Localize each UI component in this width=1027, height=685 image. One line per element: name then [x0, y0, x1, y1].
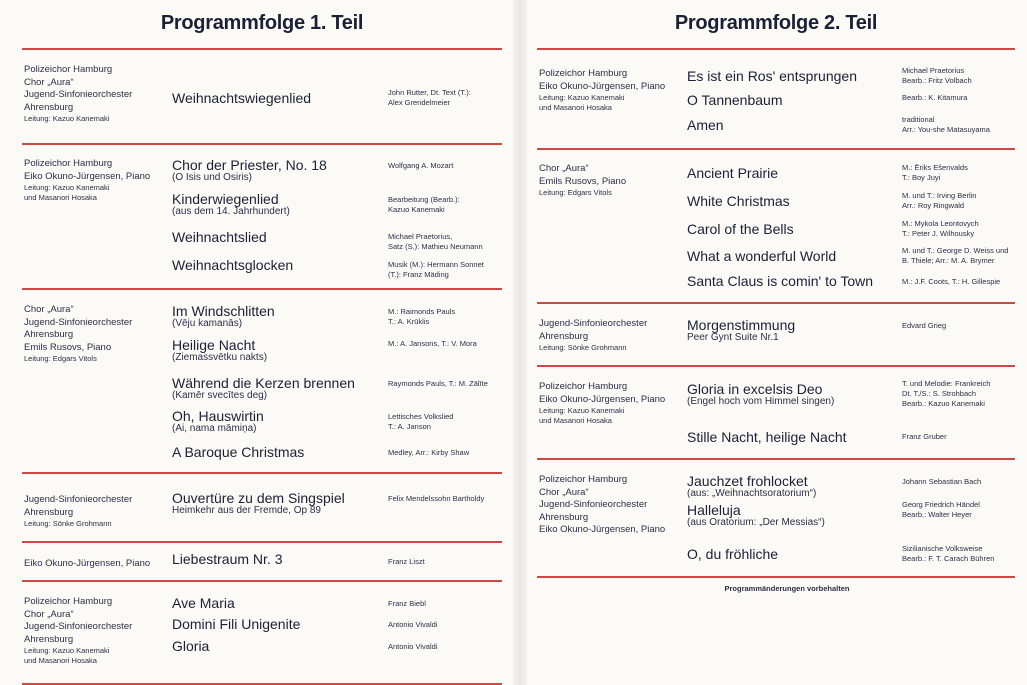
performer-line: Eiko Okuno-Jürgensen, Piano	[539, 393, 666, 405]
performer-line: Polizeichor Hamburg	[24, 64, 113, 75]
composer-line: John Rutter, Dt. Text (T.):	[388, 88, 471, 97]
composer-line: T.: Boy Juyi	[902, 173, 941, 182]
composer-line: T.: A. Janson	[388, 422, 431, 431]
composer-credit	[902, 219, 979, 239]
piece-title: Kinderwiegenlied	[172, 191, 279, 207]
conductor-line: Leitung: Kazuo Kanemaki	[24, 183, 110, 192]
piece-title: Ave Maria	[172, 595, 235, 611]
piece-title: Domini Fili Unigenite	[172, 616, 301, 632]
conductor-line: und Masanori Hosaka	[24, 193, 97, 202]
section-divider	[22, 143, 502, 145]
composer-credit	[902, 115, 990, 135]
program-change-note: Programmänderungen vorbehalten	[724, 584, 850, 593]
composer-credit	[388, 557, 425, 567]
piece-title: Amen	[687, 117, 724, 133]
section-divider	[537, 148, 1015, 150]
piece-title: Gloria in excelsis Deo	[687, 381, 823, 397]
composer-line: Medley, Arr.: Kirby Shaw	[388, 448, 470, 457]
piece-subtitle: (Ai, nama māmiņa)	[172, 423, 257, 434]
conductor-line: Leitung: Kazuo Kanemaki	[24, 114, 110, 123]
composer-credit	[388, 260, 484, 280]
composer-credit	[902, 246, 1008, 266]
piece-subtitle: (aus dem 14. Jahrhundert)	[172, 206, 290, 217]
conductor-line: Leitung: Sönke Grohmann	[24, 519, 112, 528]
composer-line: Bearb.: K. Kitamura	[902, 93, 968, 102]
piece-title: O Tannenbaum	[687, 92, 783, 108]
performers	[24, 304, 169, 364]
composer-line: Bearbeitung (Bearb.):	[388, 195, 460, 204]
piece-title: Ancient Prairie	[687, 165, 779, 181]
composer-credit	[902, 500, 980, 520]
performer-line: Ahrensburg	[539, 330, 589, 342]
part-1-title: Programmfolge 1. Teil	[160, 12, 364, 34]
performer-line: Eiko Okuno-Jürgensen, Piano	[539, 80, 666, 92]
performer-line: Polizeichor Hamburg	[24, 158, 113, 169]
performer-line: Jugend-Sinfonieorchester	[24, 621, 133, 632]
piece-title: Es ist ein Ros' entsprungen	[687, 68, 857, 84]
piece-title: Ouvertüre zu dem Singspiel	[172, 490, 345, 506]
section-divider	[537, 302, 1015, 304]
performer-line: Jugend-Sinfonieorchester	[24, 316, 133, 328]
piece-title: Weihnachtswiegenlied	[172, 90, 312, 106]
performer-line: Emils Rusovs, Piano	[539, 175, 627, 187]
piece-title: Stille Nacht, heilige Nacht	[687, 429, 847, 445]
composer-credit	[388, 599, 426, 609]
composer-line: Franz Gruber	[902, 432, 947, 441]
performer-line: Jugend-Sinfonieorchester	[539, 499, 648, 510]
composer-line: (T.): Franz Mäding	[388, 270, 449, 279]
conductor-line: Leitung: Kazuo Kanemaki	[24, 646, 110, 655]
composer-line: Lettisches Volkslied	[388, 412, 454, 421]
performer-line: Chor „Aura“	[539, 163, 589, 174]
composer-credit	[902, 544, 994, 564]
conductor-line: und Masanori Hosaka	[24, 656, 97, 665]
piece-title: Halleluja	[687, 502, 741, 518]
piece-subtitle: (Kamēr svecītes deg)	[172, 390, 268, 401]
piece-title: Weihnachtslied	[172, 229, 267, 245]
piece-subtitle: Heimkehr aus der Fremde, Op 89	[172, 505, 321, 516]
piece-title: Chor der Priester, No. 18	[172, 157, 327, 173]
section-divider	[22, 472, 502, 474]
composer-line: Sizilianische Volksweise	[902, 544, 983, 553]
composer-line: Michael Praetorius	[902, 66, 965, 75]
composer-credit	[902, 93, 967, 103]
composer-credit	[388, 642, 437, 652]
composer-line: Raymonds Pauls, T.: M. Zālīte	[388, 379, 488, 388]
composer-line: Antonio Vivaldi	[388, 620, 438, 629]
conductor-line: Eiko Okuno-Jürgensen, Piano	[24, 558, 151, 569]
composer-credit	[902, 321, 946, 331]
composer-line: Edvard Grieg	[902, 321, 947, 330]
composer-line: M. und T.: Irving Berlin	[902, 191, 977, 200]
composer-line: B. Thiele; Arr.: M. A. Brymer	[902, 256, 995, 265]
composer-credit	[388, 195, 460, 215]
piece-title: Weihnachtsglocken	[172, 257, 294, 273]
piece-title: Oh, Hauswirtin	[172, 408, 264, 424]
composer-line: Franz Biebl	[388, 599, 426, 608]
performers	[539, 163, 684, 198]
section-divider	[22, 541, 502, 543]
conductor-line: und Masanori Hosaka	[539, 416, 612, 425]
performers	[24, 558, 169, 571]
performers	[539, 381, 684, 426]
composer-credit	[902, 191, 976, 211]
piece-subtitle: (aus Oratorium: „Der Messias“)	[687, 517, 825, 528]
composer-line: M.: Mykola Leontovych	[902, 219, 979, 228]
performer-line: Jugend-Sinfonieorchester	[24, 89, 133, 100]
composer-credit	[902, 379, 990, 409]
piece-title: Liebestraum Nr. 3	[172, 551, 283, 567]
section-divider	[537, 458, 1015, 460]
performers	[24, 494, 169, 529]
composer-credit	[388, 161, 453, 171]
performer-line: Ahrensburg	[24, 101, 74, 113]
performers	[539, 68, 684, 113]
performer-line: Chor „Aura“	[24, 304, 74, 315]
section-divider	[537, 576, 1015, 578]
performers	[24, 596, 169, 666]
piece-subtitle: (O Isis und Osiris)	[172, 172, 253, 183]
part-2-title: Programmfolge 2. Teil	[674, 12, 878, 34]
piece-title: White Christmas	[687, 193, 790, 209]
page-fold	[513, 0, 527, 685]
conductor-line: Leitung: Edgars Vitols	[539, 188, 612, 197]
composer-credit	[388, 412, 453, 432]
composer-credit	[388, 88, 471, 108]
section-divider	[22, 48, 502, 50]
composer-line: Johann Sebastian Bach	[902, 477, 982, 486]
performer-line: Jugend-Sinfonieorchester	[24, 494, 133, 505]
performer-line: Chor „Aura“	[24, 76, 74, 88]
composer-line: Arr.: You-she Matasuyama	[902, 125, 990, 134]
composer-credit	[902, 163, 968, 183]
piece-subtitle: (Vēju kamanās)	[172, 318, 243, 329]
performer-line: Polizeichor Hamburg	[539, 474, 628, 485]
composer-credit	[388, 232, 483, 252]
program-part-1	[22, 0, 502, 685]
performer-line: Ahrensburg	[539, 511, 589, 523]
section-divider	[537, 48, 1015, 50]
composer-line: M. und T.: George D. Weiss und	[902, 246, 1009, 255]
performers	[539, 318, 684, 353]
piece-title: Im Windschlitten	[172, 303, 275, 319]
piece-subtitle: (Engel hoch vom Himmel singen)	[687, 396, 835, 407]
composer-line: M.: Raimonds Pauls	[388, 307, 456, 316]
performer-line: Ahrensburg	[24, 329, 74, 340]
performer-line: Polizeichor Hamburg	[539, 381, 628, 392]
composer-credit	[388, 339, 477, 349]
piece-title: Während die Kerzen brennen	[172, 375, 355, 391]
composer-credit	[388, 307, 455, 327]
composer-credit	[902, 477, 981, 487]
composer-line: Felix Mendelssohn Bartholdy	[388, 494, 485, 503]
performer-line: Polizeichor Hamburg	[24, 596, 113, 607]
section-divider	[537, 365, 1015, 367]
performer-line: Ahrensburg	[24, 506, 74, 518]
program-part-2	[537, 0, 1015, 685]
composer-line: T.: Peter J. Wilhousky	[902, 229, 975, 238]
performer-line: Polizeichor Hamburg	[539, 68, 628, 79]
conductor-line: und Masanori Hosaka	[539, 103, 612, 112]
piece-subtitle: (Ziemassvētku nakts)	[172, 352, 268, 363]
composer-line: Michael Praetorius,	[388, 232, 453, 241]
performers	[24, 158, 169, 203]
piece-title: A Baroque Christmas	[172, 444, 305, 460]
composer-line: Bearb.: Fritz Volbach	[902, 76, 972, 85]
performer-line: Ahrensburg	[24, 633, 74, 645]
composer-credit	[388, 448, 469, 458]
composer-line: Franz Liszt	[388, 557, 425, 566]
piece-title: Carol of the Bells	[687, 221, 794, 237]
piece-subtitle: (aus: „Weihnachtsoratorium“)	[687, 488, 817, 499]
composer-line: M.: J.F. Coots, T.: H. Gillespie	[902, 277, 1001, 286]
composer-credit	[388, 620, 437, 630]
performers	[539, 474, 684, 537]
composer-credit	[902, 277, 1000, 287]
composer-credit	[902, 432, 947, 442]
performer-line: Emils Rusovs, Piano	[24, 341, 112, 353]
performer-line: Chor „Aura“	[24, 608, 74, 620]
performer-line: Eiko Okuno-Jürgensen, Piano	[539, 524, 666, 535]
composer-line: Antonio Vivaldi	[388, 642, 438, 651]
section-divider	[22, 580, 502, 582]
piece-title: O, du fröhliche	[687, 546, 779, 562]
piece-title: Jauchzet frohlocket	[687, 473, 808, 489]
composer-credit	[388, 494, 484, 504]
composer-line: Bearb.: Kazuo Kanemaki	[902, 399, 985, 408]
composer-line: Satz (S.): Mathieu Neumann	[388, 242, 483, 251]
composer-line: Kazuo Kanemaki	[388, 205, 445, 214]
composer-line: Bearb.: F. T. Carach Bühren	[902, 554, 995, 563]
piece-title: Morgenstimmung	[687, 317, 796, 333]
composer-line: T.: A. Krūklis	[388, 317, 430, 326]
composer-line: Musik (M.): Hermann Sonnet	[388, 260, 484, 269]
composer-credit	[388, 379, 488, 389]
composer-line: Arr.: Roy Ringwald	[902, 201, 965, 210]
composer-line: traditional	[902, 115, 935, 124]
performers	[24, 64, 169, 124]
performer-line: Chor „Aura“	[539, 486, 589, 498]
piece-subtitle: Peer Gynt Suite Nr.1	[687, 332, 779, 343]
composer-line: T. und Melodie: Frankreich	[902, 379, 991, 388]
composer-line: Bearb.: Walter Heyer	[902, 510, 972, 519]
piece-title: What a wonderful World	[687, 248, 837, 264]
piece-title: Santa Claus is comin' to Town	[687, 273, 874, 289]
composer-line: Dt. T./S.: S. Strohbach	[902, 389, 977, 398]
conductor-line: Leitung: Kazuo Kanemaki	[539, 406, 625, 415]
conductor-line: Leitung: Sönke Grohmann	[539, 343, 627, 352]
section-divider	[22, 288, 502, 290]
composer-line: Alex Grendelmeier	[388, 98, 451, 107]
conductor-line: Leitung: Kazuo Kanemaki	[539, 93, 625, 102]
composer-credit	[902, 66, 972, 86]
conductor-line: Leitung: Edgars Vitols	[24, 354, 97, 363]
composer-line: Georg Friedrich Händel	[902, 500, 980, 509]
piece-title: Heilige Nacht	[172, 337, 256, 353]
performer-line: Eiko Okuno-Jürgensen, Piano	[24, 170, 151, 182]
piece-title: Gloria	[172, 638, 210, 654]
composer-line: M.: A. Jansons, T.: V. Mora	[388, 339, 477, 348]
performer-line: Jugend-Sinfonieorchester	[539, 318, 648, 329]
composer-line: M.: Ēriks Ešenvalds	[902, 163, 968, 172]
composer-line: Wolfgang A. Mozart	[388, 161, 454, 170]
